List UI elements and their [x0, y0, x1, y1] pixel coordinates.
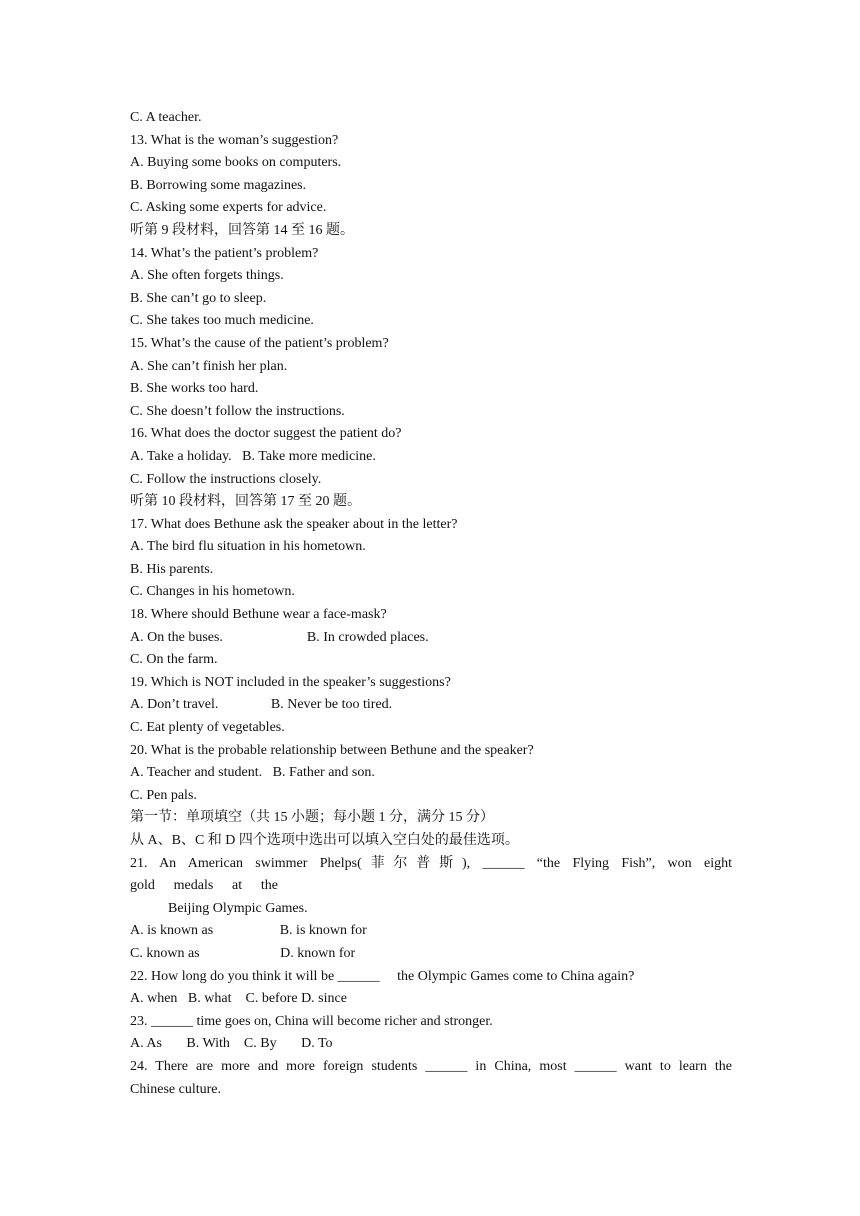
question-21: 21. An American swimmer Phelps(菲尔普斯), ______ “the Flying Fish”, won eight	[130, 855, 732, 871]
question-17: 17. What does Bethune ask the speaker about in the letter?	[130, 516, 458, 532]
option-line: B. She can’t go to sleep.	[130, 290, 267, 306]
option-line: A. is known as B. is known for	[130, 923, 367, 939]
question-23: 23. ______ time goes on, China will become richer and stronger.	[130, 1013, 493, 1029]
question-14: 14. What’s the patient’s problem?	[130, 245, 319, 261]
question-24-continued: Chinese culture.	[130, 1081, 221, 1097]
option-line: C. On the farm.	[130, 652, 218, 668]
option-line: C. Pen pals.	[130, 787, 197, 803]
option-line: A. Take a holiday. B. Take more medicine.	[130, 448, 376, 464]
question-20: 20. What is the probable relationship between Bethune and the speaker?	[130, 742, 534, 758]
option-line: C. She takes too much medicine.	[130, 313, 314, 329]
option-line: B. Borrowing some magazines.	[130, 177, 307, 193]
text-line: C. A teacher.	[130, 110, 202, 125]
option-line: A. Buying some books on computers.	[130, 155, 342, 171]
question-24: 24. There are more and more foreign students ______ in China, most ______ want to learn the	[130, 1058, 732, 1074]
section-instruction: 听第 10 段材料，回答第 17 至 20 题。	[130, 494, 361, 510]
question-21-continued: Beijing Olympic Games.	[168, 900, 308, 916]
option-line: A. She can’t finish her plan.	[130, 358, 288, 374]
option-line: A. Teacher and student. B. Father and son.	[130, 765, 375, 781]
option-line: C. She doesn’t follow the instructions.	[130, 403, 345, 419]
option-line: A. The bird flu situation in his hometown.	[130, 539, 366, 555]
section-instruction: 从 A、B、C 和 D 四个选项中选出可以填入空白处的最佳选项。	[130, 833, 519, 848]
question-13: 13. What is the woman’s suggestion?	[130, 132, 339, 148]
option-line: C. Follow the instructions closely.	[130, 471, 322, 487]
option-line: A. when B. what C. before D. since	[130, 991, 347, 1007]
section-heading: 第一节：单项填空（共 15 小题；每小题 1 分，满分 15 分）	[130, 810, 494, 826]
option-line: C. Asking some experts for advice.	[130, 200, 327, 216]
option-line: C. Eat plenty of vegetables.	[130, 720, 285, 736]
option-line: B. She works too hard.	[130, 381, 259, 397]
question-15: 15. What’s the cause of the patient’s problem?	[130, 335, 389, 351]
question-18: 18. Where should Bethune wear a face-mask?	[130, 607, 387, 623]
option-line: A. She often forgets things.	[130, 268, 284, 284]
option-line: A. Don’t travel. B. Never be too tired.	[130, 697, 393, 713]
option-line: C. Changes in his hometown.	[130, 584, 295, 600]
option-line: B. His parents.	[130, 561, 214, 577]
option-line: C. known as D. known for	[130, 945, 356, 961]
section-instruction: 听第 9 段材料，回答第 14 至 16 题。	[130, 222, 354, 238]
question-19: 19. Which is NOT included in the speaker’s suggestions?	[130, 674, 451, 690]
question-21-continued: gold medals at the	[130, 878, 278, 894]
exam-text	[130, 107, 732, 1101]
option-line: A. As B. With C. By D. To	[130, 1036, 333, 1052]
question-16: 16. What does the doctor suggest the patient do?	[130, 426, 402, 442]
option-line: A. On the buses. B. In crowded places.	[130, 629, 429, 645]
question-22: 22. How long do you think it will be ______ the Olympic Games come to China again?	[130, 968, 635, 984]
